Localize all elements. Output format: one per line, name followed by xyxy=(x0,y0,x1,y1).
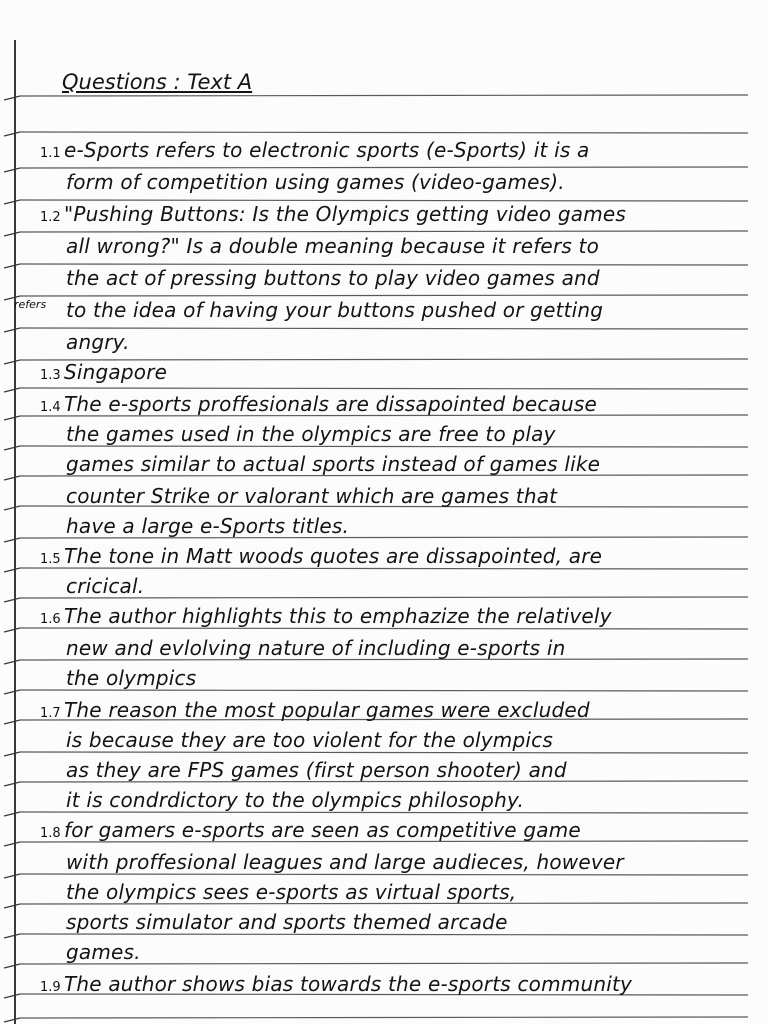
answer-line: to the idea of having your buttons pushed or getting xyxy=(66,298,604,322)
answer-line: as they are FPS games (first person shooter) and xyxy=(66,758,567,782)
answer-line: for gamers e-sports are seen as competitive game xyxy=(64,818,581,842)
answer-line: e-Sports refers to electronic sports (e-Sports) it is a xyxy=(64,138,590,162)
answer-number: 1.8 xyxy=(40,826,61,841)
answer-line: is because they are too violent for the olympics xyxy=(66,728,553,752)
answer-line: "Pushing Buttons: Is the Olympics getting video games xyxy=(64,202,627,226)
answer-line: the act of pressing buttons to play video games and xyxy=(66,266,600,290)
answer-line: it is condrdictory to the olympics philosophy. xyxy=(66,788,524,812)
answer-number: 1.3 xyxy=(40,368,61,383)
answer-line: The reason the most popular games were excluded xyxy=(64,698,590,722)
answer-line: have a large e-Sports titles. xyxy=(66,514,350,538)
answer-number: 1.6 xyxy=(40,612,61,627)
answer-line: angry. xyxy=(66,330,130,354)
answer-line: counter Strike or valorant which are games that xyxy=(66,484,558,508)
answer-line: games similar to actual sports instead of games like xyxy=(66,452,601,476)
answer-line: cricical. xyxy=(66,574,145,598)
margin-note: refers xyxy=(14,298,47,311)
answer-line: sports simulator and sports themed arcade xyxy=(66,910,508,934)
answer-line: with proffesional leagues and large audieces, however xyxy=(66,850,624,874)
answer-line: games. xyxy=(66,940,141,964)
answer-number: 1.7 xyxy=(40,706,61,721)
answer-line: Singapore xyxy=(64,360,168,384)
answer-line: form of competition using games (video-games). xyxy=(66,170,565,194)
answer-line: The tone in Matt woods quotes are dissapointed, are xyxy=(64,544,603,568)
answer-number: 1.5 xyxy=(40,552,61,567)
answer-number: 1.1 xyxy=(40,146,61,161)
answer-line: all wrong?" Is a double meaning because it refers to xyxy=(66,234,600,258)
answer-line: The author highlights this to emphazize the relatively xyxy=(64,604,612,628)
answer-line: the games used in the olympics are free to play xyxy=(66,422,556,446)
page-title: Questions : Text A xyxy=(62,70,253,94)
answer-line: the olympics sees e-sports as virtual sports, xyxy=(66,880,517,904)
answer-number: 1.4 xyxy=(40,400,61,415)
answer-number: 1.2 xyxy=(40,210,61,225)
answer-line: the olympics xyxy=(66,666,197,690)
answer-line: new and evlolving nature of including e-sports in xyxy=(66,636,566,660)
answer-line: The e-sports proffesionals are dissapointed because xyxy=(64,392,597,416)
answer-line: The author shows bias towards the e-sports community xyxy=(64,972,633,996)
answer-number: 1.9 xyxy=(40,980,61,995)
